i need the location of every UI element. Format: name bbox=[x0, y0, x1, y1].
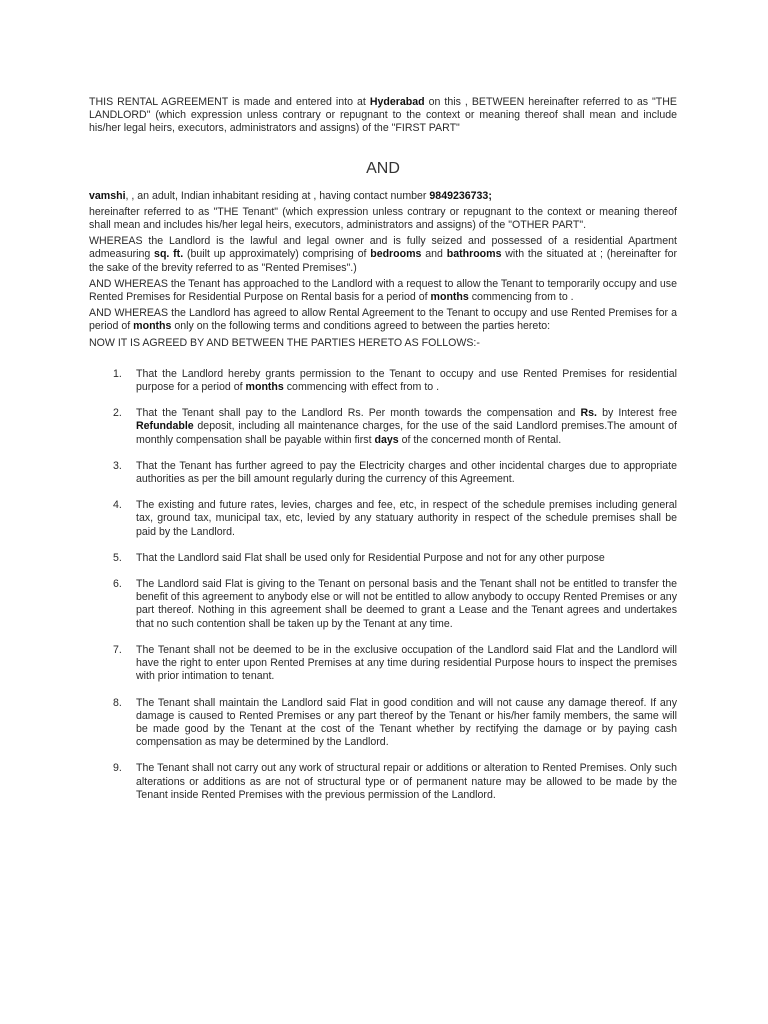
bathrooms-label: bathrooms bbox=[446, 248, 502, 261]
clause2-rs: Rs. bbox=[580, 407, 598, 420]
clause-8 bbox=[89, 697, 677, 750]
clause-text: The Tenant shall not be deemed to be in the exclusive occupation of the Landlord said Flat and the Landlord will have the right to enter upon Rented Premises at any time during residential Purpose hours to inspect the premises with prior intimation to tenant. bbox=[136, 643, 677, 683]
bedrooms-label: bedrooms bbox=[370, 248, 422, 261]
whereas1-text-3: and bbox=[421, 248, 447, 261]
whereas3-text-1: AND WHEREAS the Landlord has agreed to allow Rental Agreement to the Tenant to occupy and use Rented Premises for a period of bbox=[89, 307, 677, 333]
whereas2-text-1: AND WHEREAS the Tenant has approached to the Landlord with a request to allow the Tenant to temporarily occupy and use Rented Premises for Residential Purpose on Rental basis for a period of bbox=[89, 277, 677, 304]
clause-4 bbox=[89, 499, 677, 539]
clause-text: deposit, including all maintenance charges, for the use of the said Landlord premises.The amount of monthly compensation shall be payable within first bbox=[136, 420, 677, 446]
clause-2 bbox=[89, 407, 677, 447]
clause-number: 3. bbox=[113, 459, 122, 472]
tenant-paragraph bbox=[89, 190, 677, 203]
clause-text: The Tenant shall not carry out any work of structural repair or additions or alteration to Rented Premises. Only such alterations or additions as are not of structural type or of permanent nature may be allowed to be made by the Tenant inside Rented Premises with the previous permission of the Landlord. bbox=[136, 762, 677, 801]
whereas1-text-1: WHEREAS the Landlord is the lawful and legal owner and is fully seized and possessed of a residential Apartment admeasuring bbox=[89, 235, 677, 261]
whereas3-text-2: only on the following terms and conditions agreed to between the parties hereto: bbox=[171, 320, 551, 333]
clause-text: commencing with effect from to . bbox=[283, 381, 440, 394]
whereas3-months: months bbox=[133, 320, 172, 333]
whereas1-text-4: with the situated at ; (hereinafter for the sake of the brevity referred to as "Rented Premises".) bbox=[89, 248, 678, 274]
clause2-days: days bbox=[374, 433, 399, 446]
tenant-text: , , an adult, Indian inhabitant residing at , having contact number bbox=[125, 189, 430, 202]
tenant-name: vamshi bbox=[89, 189, 126, 202]
clause-text: The Tenant shall maintain the Landlord said Flat in good condition and will not cause any damage thereof. If any damage is caused to Rented Premises or any part thereof by the Tenant or his/her family members, the same will be made good by the Tenant at the cost of the Tenant whether by rectifying the damage or by paying cash compensation as may be determined by the Landlord. bbox=[136, 696, 677, 749]
clauses-list bbox=[89, 368, 677, 802]
clause-text: That the Landlord said Flat shall be used only for Residential Purpose and not for any other purpose bbox=[136, 551, 605, 564]
intro-text-2: on this , BETWEEN hereinafter referred to as "THE LANDLORD" (which expression unless contrary or repugnant to the context or meaning thereof shall mean and include his/her legal heirs, executors, administrators and assigns) of the "FIRST PART" bbox=[89, 96, 677, 135]
clause-7 bbox=[89, 644, 677, 684]
intro-text-1: THIS RENTAL AGREEMENT is made and entered into at bbox=[89, 96, 370, 108]
clause2-refundable: Refundable bbox=[136, 420, 194, 433]
clause-text: That the Tenant shall pay to the Landlord Rs. Per month towards the compensation and bbox=[136, 407, 581, 420]
clause-number: 1. bbox=[113, 367, 122, 380]
whereas-owner-paragraph bbox=[89, 235, 677, 275]
clause-6 bbox=[89, 578, 677, 631]
clause-text: That the Landlord hereby grants permission to the Tenant to occupy and use Rented Premises for residential purpose for a period of bbox=[136, 367, 677, 394]
tenant-reference-paragraph: hereinafter referred to as "THE Tenant" (which expression unless contrary or repugnant to the context or meaning thereof shall mean and includes his/her legal heirs, executors, administrators and assigns) of the "OTHER PART". bbox=[89, 205, 677, 232]
clause-number: 2. bbox=[113, 407, 122, 420]
sqft-label: sq. ft. bbox=[154, 248, 184, 261]
clause-number: 7. bbox=[113, 643, 122, 656]
clause-text: The Landlord said Flat is giving to the Tenant on personal basis and the Tenant shall not be entitled to transfer the benefit of this agreement to anybody else or will not be entitled to allow anybody to occupy Rented Premises or any part thereof. Nothing in this agreement shall be deemed to grant a Lease and the Tenant agrees and undertakes that no such contention shall be taken up by the Tenant at any time. bbox=[136, 578, 677, 630]
agreement-document bbox=[89, 96, 677, 815]
whereas2-months: months bbox=[430, 291, 469, 304]
clause1-months: months bbox=[245, 381, 284, 394]
and-heading: AND bbox=[366, 159, 400, 177]
clause-text: That the Tenant has further agreed to pay the Electricity charges and other incidental charges due to appropriate authorities as per the bill amount regularly during the currency of this Agreement. bbox=[136, 459, 677, 486]
intro-paragraph bbox=[89, 96, 677, 136]
whereas1-text-2: (built up approximately) comprising of bbox=[183, 248, 371, 261]
clause-number: 5. bbox=[113, 551, 122, 564]
whereas-request-paragraph bbox=[89, 278, 677, 304]
clause-number: 4. bbox=[113, 499, 122, 512]
clause-number: 9. bbox=[113, 762, 122, 775]
clause-5 bbox=[89, 552, 677, 565]
clause-9 bbox=[89, 762, 677, 802]
clause-text: by Interest free bbox=[597, 407, 677, 420]
now-agreed-line: NOW IT IS AGREED BY AND BETWEEN THE PARTIES HERETO AS FOLLOWS:- bbox=[89, 336, 480, 349]
whereas2-text-2: commencing from to . bbox=[468, 291, 574, 304]
clause-number: 8. bbox=[113, 696, 122, 709]
clause-text: of the concerned month of Rental. bbox=[398, 433, 562, 446]
clause-text: The existing and future rates, levies, charges and fee, etc, in respect of the schedule premises including general tax, ground tax, municipal tax, etc, levied by any statuary authority in respect of the schedule premises shall be paid by the Landlord. bbox=[136, 499, 677, 538]
clause-number: 6. bbox=[113, 578, 122, 591]
whereas-agree-paragraph bbox=[89, 307, 677, 333]
city-name: Hyderabad bbox=[369, 96, 425, 108]
clause-1 bbox=[89, 368, 677, 394]
clause-3 bbox=[89, 460, 677, 486]
tenant-phone: 9849236733; bbox=[429, 189, 492, 202]
